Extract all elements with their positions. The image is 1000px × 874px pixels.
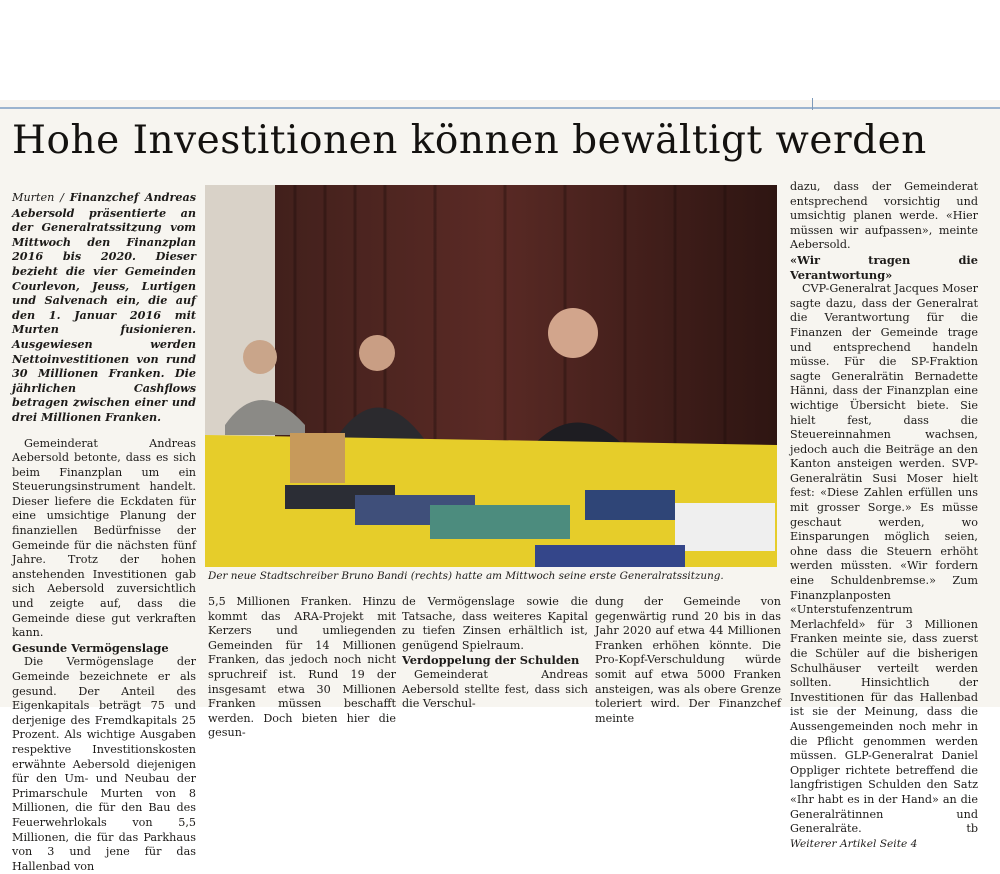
body-paragraph: de Vermögenslage sowie die Tatsache, dass weiteres Kapital zu tiefen Zinsen erhältlich ist, genügend Spielraum. (402, 595, 588, 652)
dateline: Murten / (12, 191, 70, 204)
article-photo (205, 185, 777, 567)
body-paragraph: Die Vermögenslage der Gemeinde bezeichnete er als gesund. Der Anteil des Eigenkapitals beträgt 75 und derjenige des Fremdkapitals 25 Prozent. Als wichtige Ausgaben respektive Investitionskosten erwähnte Aebersold diejenigen für den Um- und Neubau der Primarschule Murten von 8 Millionen, die für den Bau des Feuerwehrlokals von 5,5 Millionen, die für das Parkhaus von 3 und jene für das Hallenbad von (12, 655, 196, 873)
column-5 (790, 180, 978, 851)
photo-caption: Der neue Stadtschreiber Bruno Bandi (rechts) hatte am Mittwoch seine erste Generalratssitzung. (208, 570, 724, 582)
body-paragraph: 5,5 Millionen Franken. Hinzu kommt das ARA-Projekt mit Kerzers und umliegenden Gemeinden für 14 Millionen Franken, das jedoch noch nicht spruchreif ist. Rund 19 der insgesamt etwa 30 Millionen Franken müssen beschafft werden. Doch bieten hier die gesun- (208, 595, 396, 740)
photo-illustration (205, 185, 777, 567)
body-text: CVP-Generalrat Jacques Moser sagte dazu, dass der Generalrat die Verantwortung für die Finanzen der Gemeinde trage und entsprechend handeln müsse. Für die SP-Fraktion sagte Generalrätin Bernadette Hänni, dass der Finanzplan eine wichtige Übersicht biete. Sie hielt fest, dass die Steuereinnahmen wachsen, jedoch auch die Beiträge an den Kanton ansteigen werden. SVP-Generalrätin Susi Moser hielt fest: «Diese Zahlen erfüllen uns mit grosser Sorge.» Es müsse geschaut werden, wo Einsparungen möglich seien, ohne dass die Steuern erhöht werden müssten. «Wir fordern eine Schuldenbremse.» Zum Finanzplanposten «Unterstufenzentrum Merlachfeld» für 3 Millionen Franken meinte sie, dass zuerst die Schüler auf die bisherigen Schulhäuser verteilt werden sollten. Hinsichtlich der Investitionen für das Hallenbad ist sie der Meinung, dass die Aussengemeinden noch mehr in die Pflicht genommen werden müssen. GLP-Generalrat Daniel Oppliger richtete betreffend die langfristigen Schulden den Satz «Ihr habt es in der Hand» an die Generalrätinnen und Generalräte. (790, 282, 978, 836)
column-rule (0, 107, 1000, 109)
subheading: Verdoppelung der Schulden (402, 653, 580, 668)
subheading: Gesunde Vermögenslage (12, 640, 169, 655)
column-3 (402, 595, 588, 712)
body-paragraph: dazu, dass der Gemeinderat entsprechend vorsichtig und umsichtig planen werde. «Hier müssen wir aufpassen», meinte Aebersold. (790, 180, 978, 252)
subheading: «Wir tragen die Verantwortung» (790, 252, 978, 282)
lead-text: Finanzchef Andreas Aebersold präsentierte an der Generalratssitzung vom Mittwoch den Finanzplan 2016 bis 2020. Dieser bezieht die vier Gemeinden Courlevon, Jeuss, Lurtigen und Salvenach ein, die auf den 1. Januar 2016 mit Murten fusionieren. Ausgewiesen werden Nettoinvestitionen von rund 30 Millionen Franken. Die jährlichen Cashflows betragen zwischen einer und drei Millionen Franken. (12, 190, 196, 424)
lead-paragraph (12, 190, 196, 425)
author-signature: tb (966, 822, 978, 836)
cut-mark (812, 98, 813, 110)
column-2 (208, 595, 396, 741)
headline: Hohe Investitionen können bewältigt werden (12, 118, 927, 163)
body-paragraph (790, 282, 978, 837)
body-paragraph: dung der Gemeinde von gegenwärtig rund 20 bis in das Jahr 2020 auf etwa 44 Millionen Franken erhöhen könnte. Die Pro-Kopf-Verschuldung würde somit auf etwa 5000 Franken ansteigen, was als obere Grenze toleriert wird. Der Finanzchef meinte (595, 595, 781, 725)
body-paragraph: Gemeinderat Andreas Aebersold stellte fest, dass sich die Verschul- (402, 667, 588, 711)
column-1 (12, 190, 196, 874)
body-paragraph: Gemeinderat Andreas Aebersold betonte, dass es sich beim Finanzplan um ein Steuerungsinstrument handelt. Dieser liefere die Eckdaten für eine umsichtige Planung der finanziellen Bedürfnisse der Gemeinde für die nächsten fünf Jahre. Trotz der hohen anstehenden Investitionen gab sich Aebersold zuversichtlich und zeigte auf, dass die Gemeinde diese gut verkraften kann. (12, 436, 196, 640)
reference-link: Weiterer Artikel Seite 4 (790, 837, 918, 850)
